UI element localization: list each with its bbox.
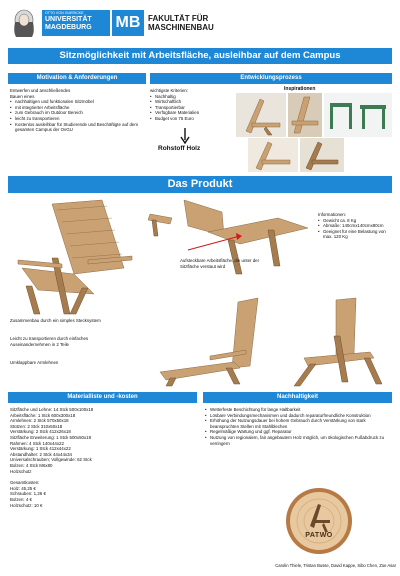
kosten-line: Bolzen: 4 € xyxy=(10,496,32,502)
material-line: Armlehnen: 2 Stck 570x50x18 xyxy=(10,418,69,424)
list-item: • Wirtschaftlich xyxy=(150,99,240,105)
material-line: Universalschrauben; Vollgewinde: 62 Stck xyxy=(10,457,92,463)
faculty-line1: FAKULTÄT FÜR xyxy=(148,14,209,23)
rohstoff-label: Rohstoff Holz xyxy=(158,145,201,152)
guericke-portrait-icon xyxy=(10,8,38,38)
nachhaltigkeit-body xyxy=(205,407,391,446)
patwo-logo-text: PATWO xyxy=(305,532,333,539)
motivation-heading: Motivation & Anforderungen xyxy=(8,73,146,84)
kosten-line: Holzschutz: 10 € xyxy=(10,502,43,508)
list-item: • Regelmäßige Wartung und ggf. Reparatur xyxy=(205,429,391,435)
produkt-heading: Das Produkt xyxy=(8,176,392,193)
wood-slice-icon xyxy=(284,486,354,556)
info-block xyxy=(318,212,394,240)
list-item: • Lösbare Verbindungsmechanismen und dadurch reparaturfreundliche Konstruktion xyxy=(205,413,391,419)
list-item: • Erhöhung der Nutzungsdauer bei hohem Gebrauch durch Verstärkung von stark beanspruchten Stellen mit Stahlblechen xyxy=(205,418,391,429)
motivation-intro: Entwerfen und anschließendes xyxy=(10,88,71,93)
list-item: • Transportierbar xyxy=(150,105,240,111)
inspiration-chair-photo-2 xyxy=(288,93,322,137)
inspiration-chair-photo-5 xyxy=(300,138,344,172)
inspiration-chair-photo-4 xyxy=(248,138,298,172)
criteria-list xyxy=(150,94,240,122)
material-line: Sitzfläche Erweiterung: 1 Stck 500x50x18 xyxy=(10,434,92,440)
material-line: Holzschutz xyxy=(10,468,32,474)
criteria-block xyxy=(150,88,240,122)
motivation-body xyxy=(10,88,150,133)
material-line: Verstärkung: 2 Stck 412x26x18 xyxy=(10,429,71,435)
list-item: • Gewicht ca. 8 Kg xyxy=(318,218,394,224)
zusammenbau-text: Zusammenbau durch ein simples Stecksystem xyxy=(10,318,101,323)
university-line2: UNIVERSITÄT xyxy=(45,15,92,23)
patwo-logo xyxy=(284,486,354,556)
list-item: • Budget von 75 Euro xyxy=(150,116,240,122)
chair-render-side xyxy=(290,296,390,388)
list-item: • zum Gebrauch im Outdoor Bereich xyxy=(10,110,150,116)
authors: Carolin Thiele, Tristan Busse, David Kappe, Sibo Chen, Zoe Asar xyxy=(275,563,396,568)
motivation-list xyxy=(10,99,150,133)
list-item: • Wetterfeste Beschichtung für lange Haltbarkeit xyxy=(205,407,391,413)
nachhaltigkeit-list xyxy=(205,407,391,446)
list-item: • mit integrierter Arbeitsfläche xyxy=(10,105,150,111)
page-title: Sitzmöglichkeit mit Arbeitsfläche, ausleihbar auf dem Campus xyxy=(8,48,392,64)
university-line1: OTTO VON GUERICKE xyxy=(45,11,84,15)
material-line: Abstandhalter: 2 Stck 44x44x34 xyxy=(10,451,72,457)
list-item: • Abmaße: 140cmx140cmx80cm xyxy=(318,223,394,229)
list-item: • Nachhaltig xyxy=(150,94,240,100)
list-item: • leicht zu transportieren xyxy=(10,116,150,122)
material-line: Arbeitsfläche: 1 Stck 600x300x18 xyxy=(10,412,76,418)
list-item: • Geeignet für eine Belastung von max. 120 Kg xyxy=(318,229,394,240)
list-item: • Kostenlos ausleihbar für Studierende und Beschäftigte auf dem gesamten Campus der OvGU xyxy=(10,122,150,133)
chair-render-main xyxy=(12,198,142,316)
materialliste-heading: Materialliste und -kosten xyxy=(8,392,197,403)
chair-render-folded xyxy=(150,296,280,388)
list-item: • Nutzung von regionalem, fair angebautem Holz möglich, um ökologischen Fußabdruck zu verringern xyxy=(205,435,391,446)
inspiration-chair-photo-3 xyxy=(324,93,392,137)
nachhaltigkeit-heading: Nachhaltigkeit xyxy=(203,392,392,403)
transport-text: Leicht zu transportieren durch einfaches Auseinandernehmen in 2 Teile xyxy=(10,336,89,347)
faculty-line2: MASCHINENBAU xyxy=(148,23,214,32)
material-line: Sitzfläche und Lehne: 14 Stck 500x100x18 xyxy=(10,407,94,412)
material-line: Stützen: 2 Stck 310x50x18 xyxy=(10,423,63,429)
motivation-intro2: Bauen eines xyxy=(10,93,35,99)
university-line3: MAGDEBURG xyxy=(45,23,92,31)
mb-logo: MB xyxy=(112,10,144,36)
university-logo xyxy=(8,6,110,40)
umklappbar-text: Umklappbare Armlehnen xyxy=(10,360,59,365)
inspiration-chair-photo-1 xyxy=(236,93,286,137)
kosten-line: Holz: 45,25 € xyxy=(10,485,36,491)
faculty-logo xyxy=(112,10,262,40)
kosten-title: Gesamtkosten: xyxy=(10,480,40,486)
material-line: Verstärkung: 1 Stck 412x44x22 xyxy=(10,446,71,452)
list-item: • Verfügbare Materialien xyxy=(150,110,240,116)
kosten-line: Schrauben: 1,26 € xyxy=(10,491,46,497)
callout-text: Aufsteckbare Arbeitsfläche, die unter der Sitzfläche verstaut wird xyxy=(180,258,260,269)
entwicklung-heading: Entwicklungsprozess xyxy=(150,73,392,84)
material-line: Bolzen: 4 Stck M6x80 xyxy=(10,462,53,468)
info-title: Informationen: xyxy=(318,212,347,217)
info-list xyxy=(318,218,394,240)
criteria-intro: wichtigste Kriterien: xyxy=(150,88,189,93)
material-line: Rahmen: 4 Stck 140x44x22 xyxy=(10,440,64,446)
list-item: • nachhaltigen und funktionalen Sitzmöbel xyxy=(10,99,150,105)
materialliste-body xyxy=(10,407,196,508)
inspirationen-label: Inspirationen xyxy=(284,86,316,92)
